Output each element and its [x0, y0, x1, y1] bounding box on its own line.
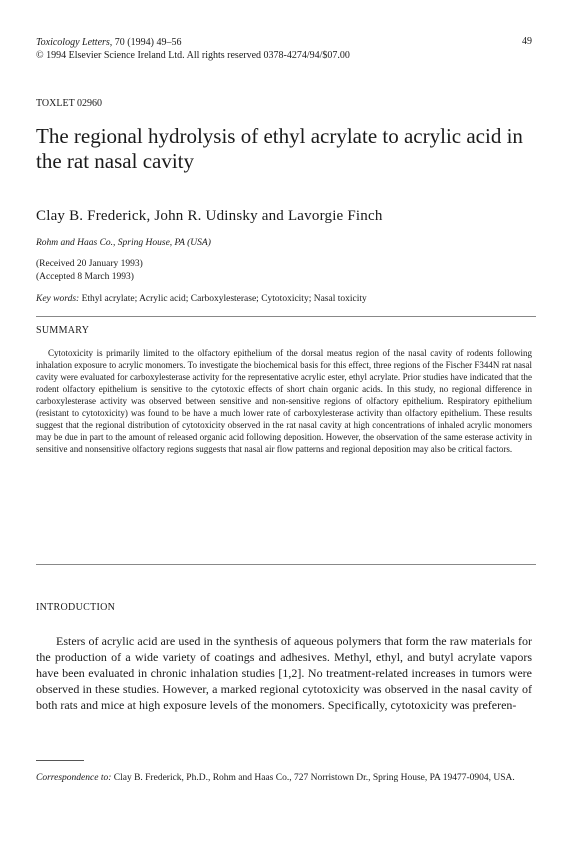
footnote-rule	[36, 760, 84, 761]
keywords-text: Ethyl acrylate; Acrylic acid; Carboxylesterase; Cytotoxicity; Nasal toxicity	[79, 294, 367, 304]
journal-header	[36, 36, 506, 62]
summary-heading: SUMMARY	[36, 325, 90, 336]
correspondence-label: Correspondence to:	[36, 773, 112, 783]
divider-bottom	[36, 564, 536, 565]
introduction-text: Esters of acrylic acid are used in the synthesis of aqueous polymers that form the raw materials for the production of a wide variety of coatings and adhesives. Methyl, ethyl, and butyl acrylate vapors have been evaluated in chronic inhalation studies [1,2]. No treatment-related increases in tumors were observed in these studies. However, a marked regional cytotoxicity was observed in the nasal cavity of both rats and mice at high exposure levels of the monomers. Specifically, cytotoxicity was preferen-	[36, 634, 532, 712]
journal-volume: 70 (1994) 49–56	[112, 37, 182, 48]
article-dates	[36, 258, 143, 284]
journal-name: Toxicology Letters,	[36, 37, 113, 48]
accepted-date: (Accepted 8 March 1993)	[36, 272, 134, 282]
journal-citation	[36, 36, 506, 49]
introduction-heading: INTRODUCTION	[36, 602, 116, 613]
keywords-label: Key words:	[36, 294, 80, 304]
divider-top	[36, 316, 536, 317]
article-code: TOXLET 02960	[36, 98, 103, 109]
page-number: 49	[522, 36, 532, 47]
author-list: Clay B. Frederick, John R. Udinsky and Lavorgie Finch	[36, 208, 383, 224]
affiliation: Rohm and Haas Co., Spring House, PA (USA)	[36, 238, 211, 248]
keywords	[36, 294, 536, 304]
correspondence-footnote	[36, 772, 536, 785]
copyright-line: © 1994 Elsevier Science Ireland Ltd. All rights reserved 0378-4274/94/$07.00	[36, 50, 350, 61]
summary-text: Cytotoxicity is primarily limited to the olfactory epithelium of the dorsal meatus region of the nasal cavity of rodents following inhalation exposure to acrylic monomers. To investigate the biochemical basis for this effect, three regions of the Fischer F344N rat nasal cavity were evaluated for carboxylesterase activity for the representative acrylic ester, ethyl acrylate. Prior studies have indicated that the rodent olfactory epithelium is sensitive to the cytotoxic effects of short chain organic acids. In this study, no regional difference in carboxylesterase activity was observed between sensitive and non-sensitive regions of olfactory epithelium. Respiratory epithelium (resistant to cytotoxicity) was found to be have a much lower rate of carboxylesterase activity than olfactory epithelium. These results suggest that the regional distribution of cytotoxicity observed in the rat nasal cavity at high concentrations of inhaled acrylic monomers may be due in part to the amount of released organic acid following deposition. However, the observation of the same esterase activity in sensitive and nonsensitive olfactory regions suggests that nasal air flow patterns and regional deposition may also be critical factors.	[36, 348, 532, 454]
received-date: (Received 20 January 1993)	[36, 259, 143, 269]
article-title: The regional hydrolysis of ethyl acrylate to acrylic acid in the rat nasal cavity	[36, 124, 523, 173]
correspondence-text: Clay B. Frederick, Ph.D., Rohm and Haas Co., 727 Norristown Dr., Spring House, PA 19477-0904, USA.	[111, 773, 515, 783]
